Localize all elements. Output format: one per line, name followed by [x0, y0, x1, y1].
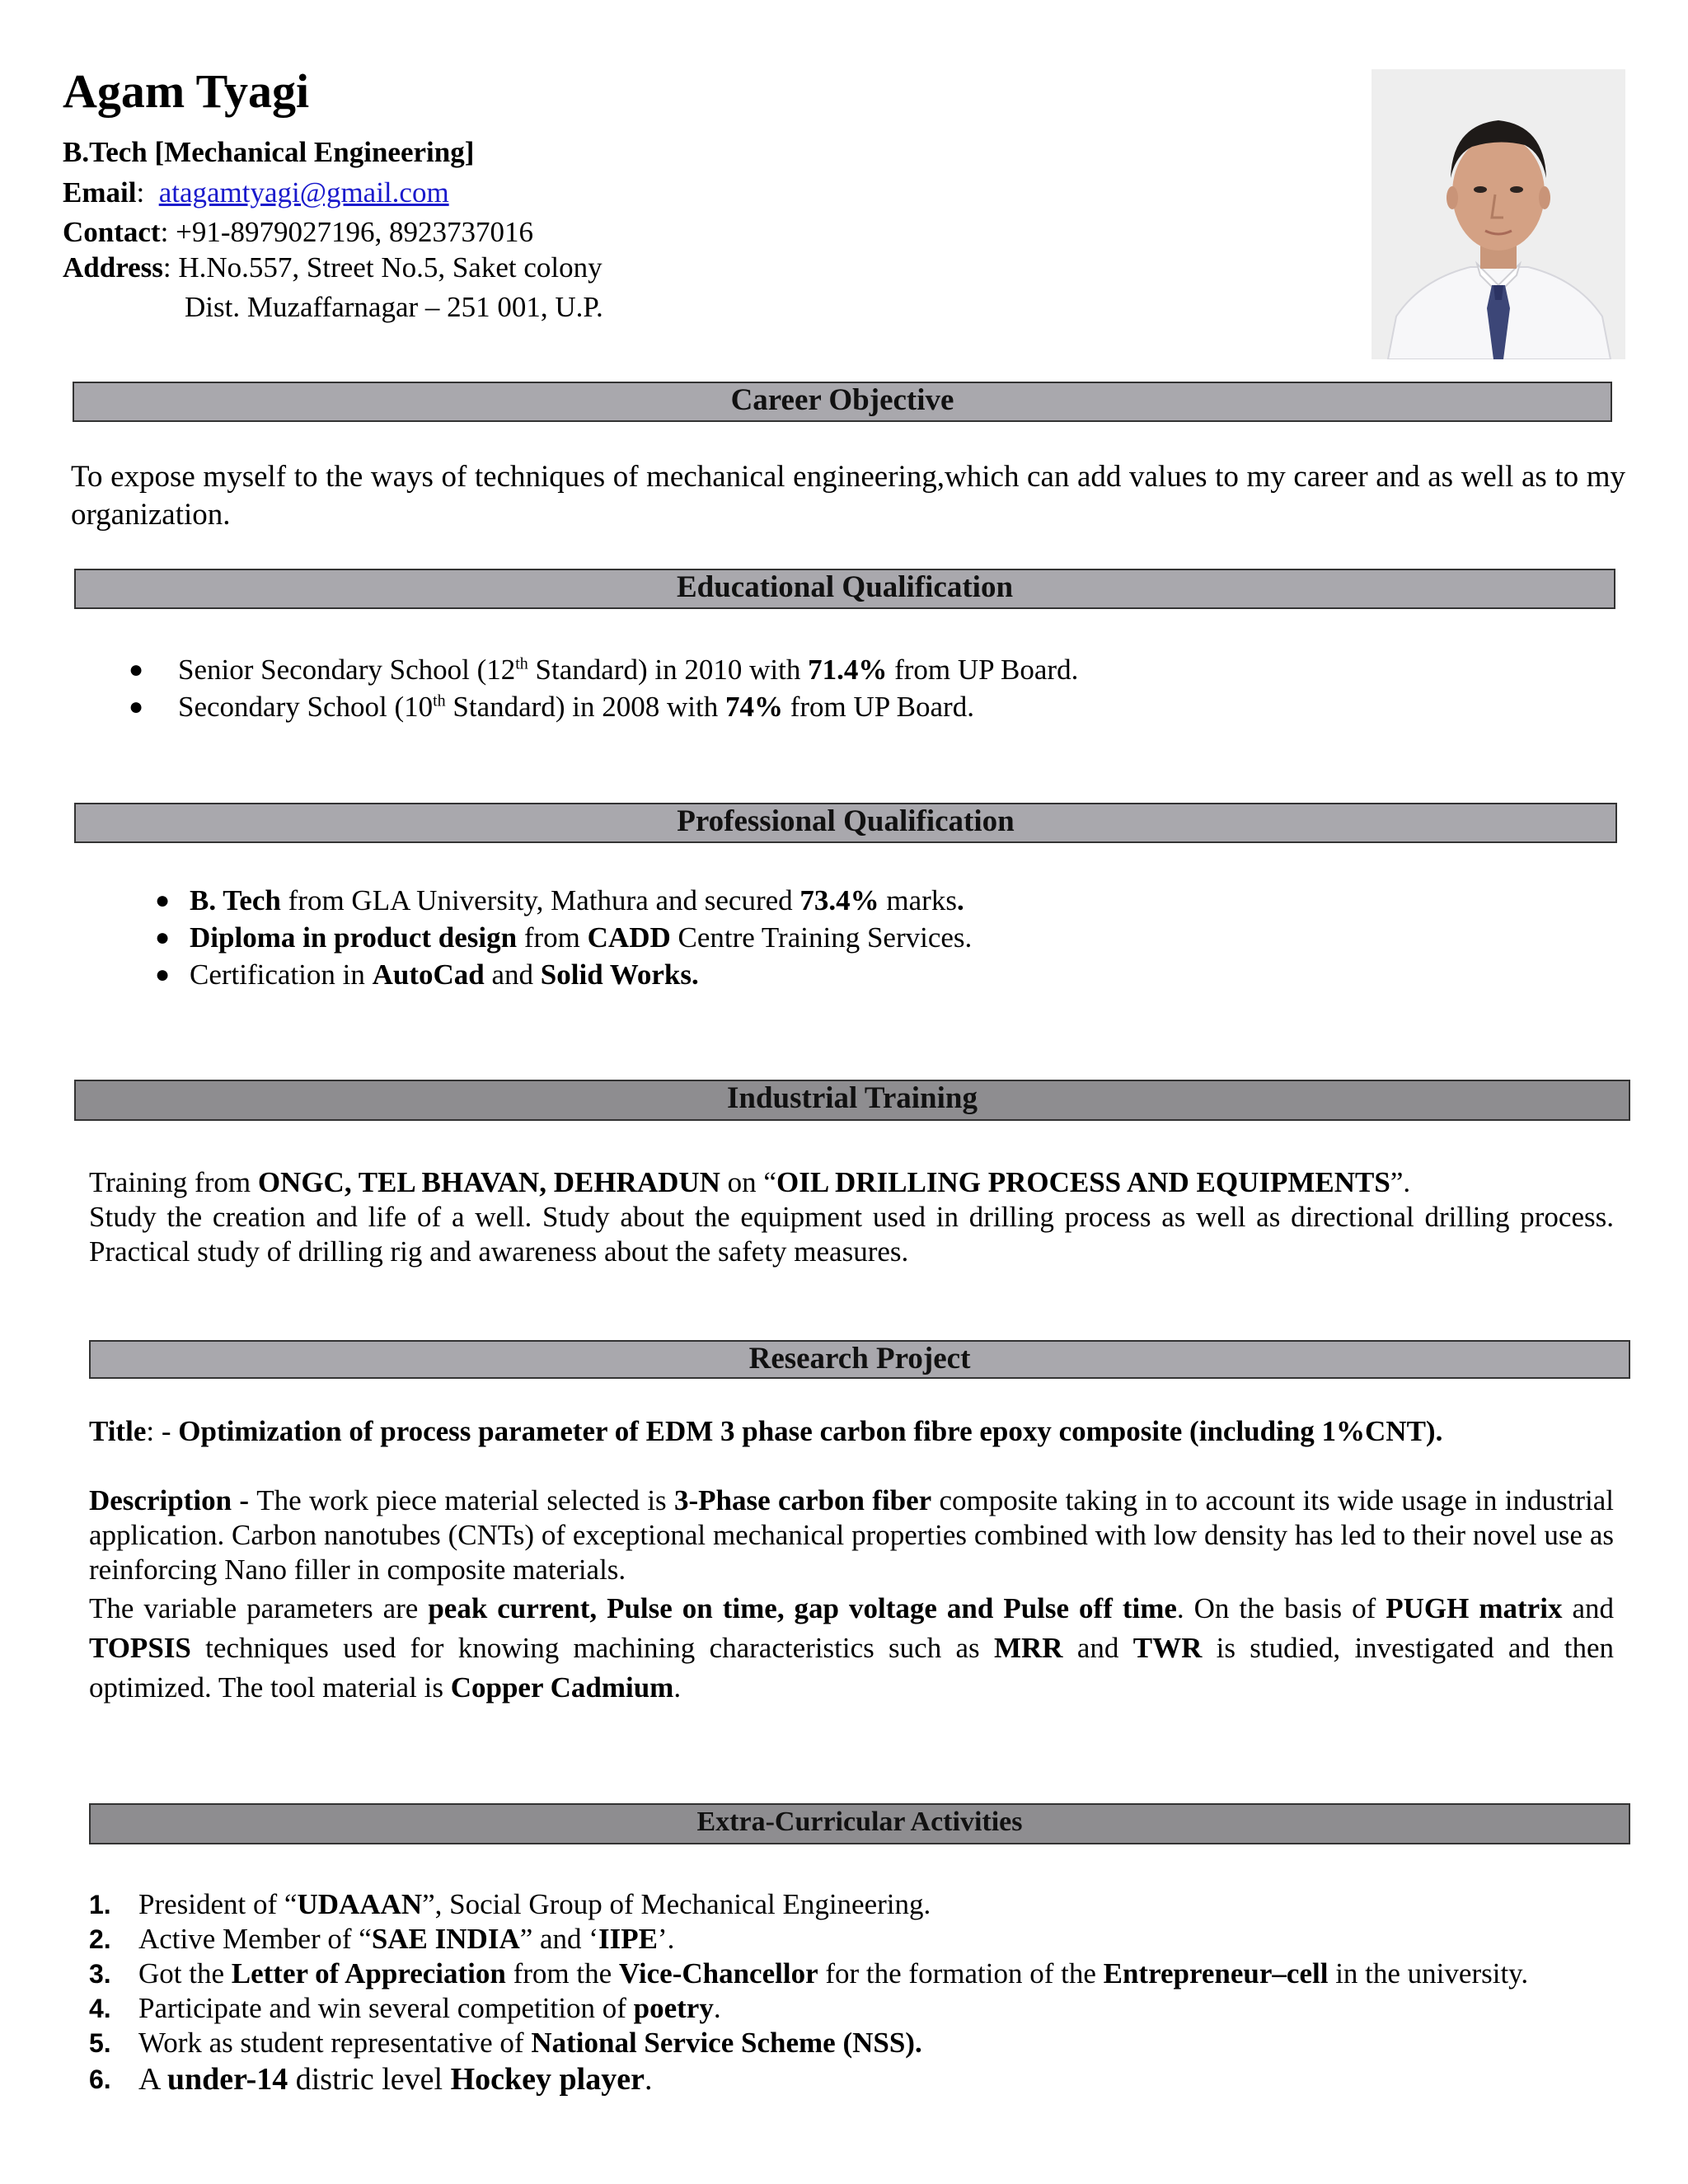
- bullet-icon: ●: [129, 656, 144, 683]
- training-text: Training from ONGC, TEL BHAVAN, DEHRADUN on “OIL DRILLING PROCESS AND EQUIPMENTS”. Study the creation and life of a well. Study about the equipment used in drilling process as well as directional drilling process. Practical study of drilling rig and awareness about the safety measures.: [89, 1166, 1614, 1268]
- professional-list: [155, 882, 973, 993]
- education-heading: Educational Qualification: [74, 569, 1615, 609]
- list-item: 3. Got the Letter of Appreciation from the Vice-Chancellor for the formation of the Entrepreneur–cell in the university.: [89, 1957, 1529, 1990]
- profile-photo: [1372, 69, 1625, 359]
- list-item: 1. President of “UDAAAN”, Social Group of Mechanical Engineering.: [89, 1888, 931, 1920]
- list-item: ● Certification in AutoCad and Solid Works.: [190, 956, 972, 993]
- list-item: 6. A under-14 distric level Hockey player.: [89, 2062, 653, 2097]
- research-heading: Research Project: [89, 1340, 1630, 1379]
- list-item: ● Senior Secondary School (12th Standard) in 2010 with 71.4% from UP Board.: [178, 651, 1078, 688]
- research-description: Description - The work piece material selected is 3-Phase carbon fiber composite taking in to account its wide usage in industrial application. Carbon nanotubes (CNTs) of exceptional mechanical properties combined with low density has led to their novel use as reinforcing Nano filler in composite materials.: [89, 1484, 1614, 1586]
- research-parameters: The variable parameters are peak current, Pulse on time, gap voltage and Pulse off time. On the basis of PUGH matrix and TOPSIS techniques used for knowing machining characteristics such as MRR and TWR is studied, investigated and then optimized. The tool material is Copper Cadmium.: [89, 1592, 1614, 1704]
- bullet-icon: ●: [155, 961, 171, 988]
- address-line: Address: H.No.557, Street No.5, Saket colony: [63, 251, 603, 284]
- education-list: [129, 651, 1079, 725]
- list-item: ● B. Tech from GLA University, Mathura and secured 73.4% marks.: [190, 882, 972, 919]
- list-item: ● Diploma in product design from CADD Centre Training Services.: [190, 919, 972, 956]
- training-heading: Industrial Training: [74, 1080, 1630, 1121]
- list-item: 2. Active Member of “SAE INDIA” and ‘IIPE’.: [89, 1923, 675, 1955]
- list-item: ● Secondary School (10th Standard) in 2008 with 74% from UP Board.: [178, 688, 1078, 725]
- list-item: 4. Participate and win several competition of poetry.: [89, 1992, 721, 2024]
- bullet-icon: ●: [155, 887, 171, 914]
- candidate-name: Agam Tyagi: [63, 64, 310, 118]
- career-objective-heading: Career Objective: [73, 382, 1612, 422]
- degree: B.Tech [Mechanical Engineering]: [63, 136, 475, 168]
- professional-heading: Professional Qualification: [74, 803, 1617, 843]
- activities-list: [89, 1887, 1529, 2098]
- contact-line: Contact: +91-8979027196, 8923737016: [63, 216, 533, 248]
- address-line-2: Dist. Muzaffarnagar – 251 001, U.P.: [185, 291, 603, 323]
- extra-heading: Extra-Curricular Activities: [89, 1803, 1630, 1844]
- list-item: 5. Work as student representative of National Service Scheme (NSS).: [89, 2027, 922, 2059]
- career-objective-text: To expose myself to the ways of techniques of mechanical engineering,which can add values to my career and as well as to my organization.: [71, 460, 1625, 532]
- research-title: Title: - Optimization of process parameter of EDM 3 phase carbon fibre epoxy composite (including 1%CNT).: [89, 1415, 1443, 1447]
- bullet-icon: ●: [155, 924, 171, 951]
- email-line: Email: atagamtyagi@gmail.com: [63, 176, 449, 209]
- bullet-icon: ●: [129, 693, 144, 720]
- email-link[interactable]: atagamtyagi@gmail.com: [158, 176, 449, 209]
